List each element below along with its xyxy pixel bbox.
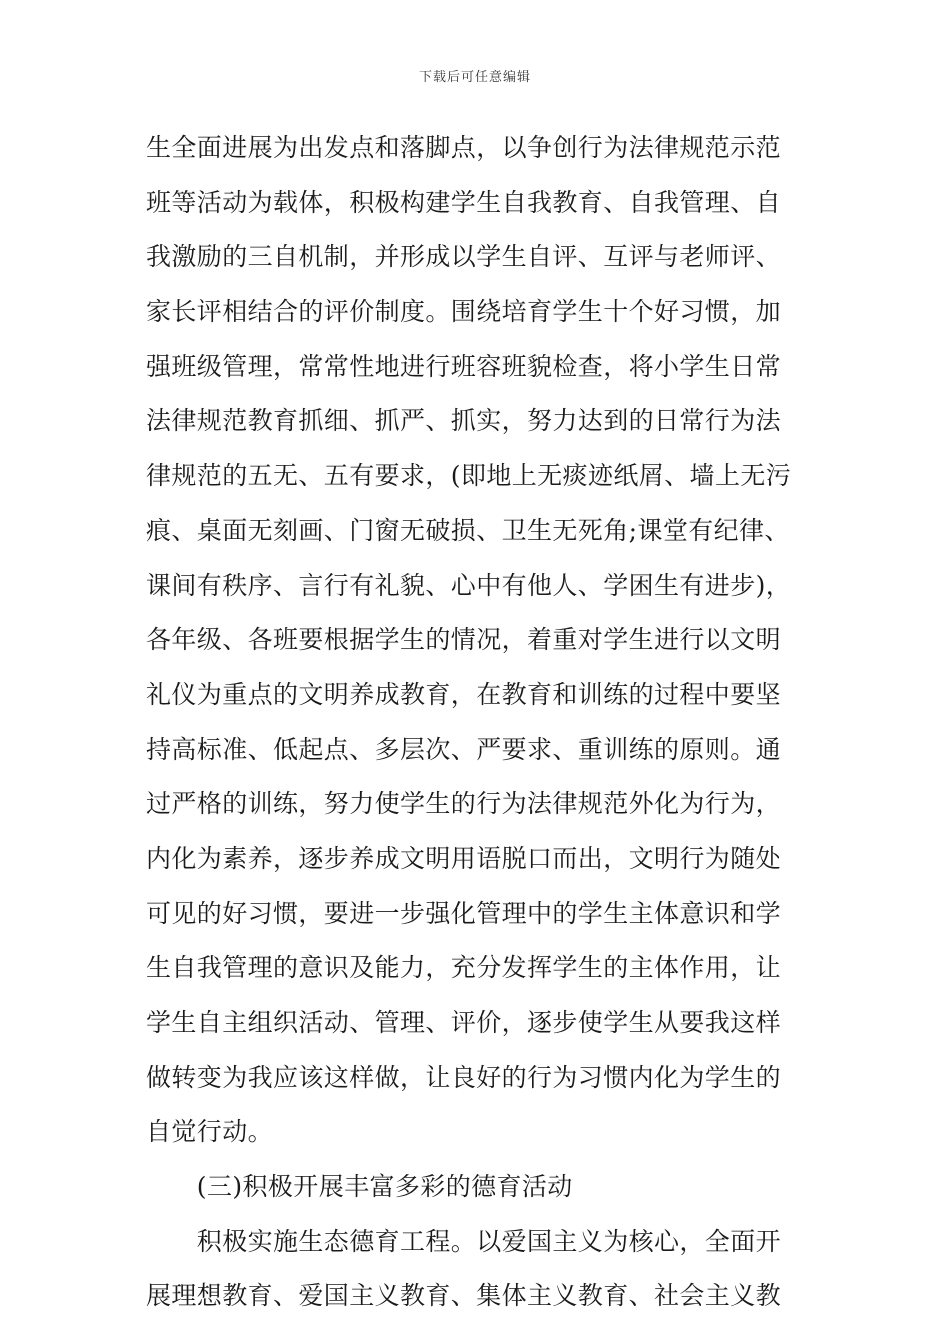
- text-line: 我激励的三自机制，并形成以学生自评、互评与老师评、: [146, 242, 782, 272]
- text-line: 过严格的训练，努力使学生的行为法律规范外化为行为，: [146, 789, 782, 819]
- text-line: 生全面进展为出发点和落脚点，以争创行为法律规范示范: [146, 133, 782, 162]
- text-line: 礼仪为重点的文明养成教育，在教育和训练的过程中要坚: [146, 679, 782, 709]
- text-line: 家长评相结合的评价制度。围绕培育学生十个好习惯，加: [146, 297, 782, 327]
- text-line: 持高标准、低起点、多层次、严要求、重训练的原则。通: [146, 734, 782, 764]
- text-line: 课间有秩序、言行有礼貌、心中有他人、学困生有进步)，: [146, 570, 792, 600]
- text-line: 律规范的五无、五有要求，(即地上无痰迹纸屑、墙上无污: [146, 461, 792, 491]
- text-line: 可见的好习惯，要进一步强化管理中的学生主体意识和学: [146, 898, 782, 928]
- header-note: 下载后可任意编辑: [418, 70, 531, 85]
- text-line: 内化为素养，逐步养成文明用语脱口而出，文明行为随处: [146, 843, 782, 873]
- text-line: 积极实施生态德育工程。以爱国主义为核心，全面开: [146, 1226, 782, 1256]
- text-line: 自觉行动。: [146, 1117, 274, 1147]
- text-line: 法律规范教育抓细、抓严、抓实，努力达到的日常行为法: [146, 406, 782, 436]
- text-line: 学生自主组织活动、管理、评价，逐步使学生从要我这样: [146, 1008, 782, 1037]
- text-line: 各年级、各班要根据学生的情况，着重对学生进行以文明: [146, 625, 782, 655]
- text-line: 痕、桌面无刻画、门窗无破损、卫生无死角;课堂有纪律、: [146, 515, 790, 545]
- text-line: 强班级管理，常常性地进行班容班貌检查，将小学生日常: [146, 351, 782, 381]
- section-heading: (三)积极开展丰富多彩的德育活动: [146, 1172, 573, 1202]
- text-line: 展理想教育、爱国主义教育、集体主义教育、社会主义教: [146, 1281, 782, 1311]
- text-line: 生自我管理的意识及能力，充分发挥学生的主体作用，让: [146, 953, 782, 983]
- text-line: 班等活动为载体，积极构建学生自我教育、自我管理、自: [146, 187, 782, 217]
- text-line: 做转变为我应该这样做，让良好的行为习惯内化为学生的: [146, 1062, 782, 1092]
- body-text: [146, 128, 811, 1331]
